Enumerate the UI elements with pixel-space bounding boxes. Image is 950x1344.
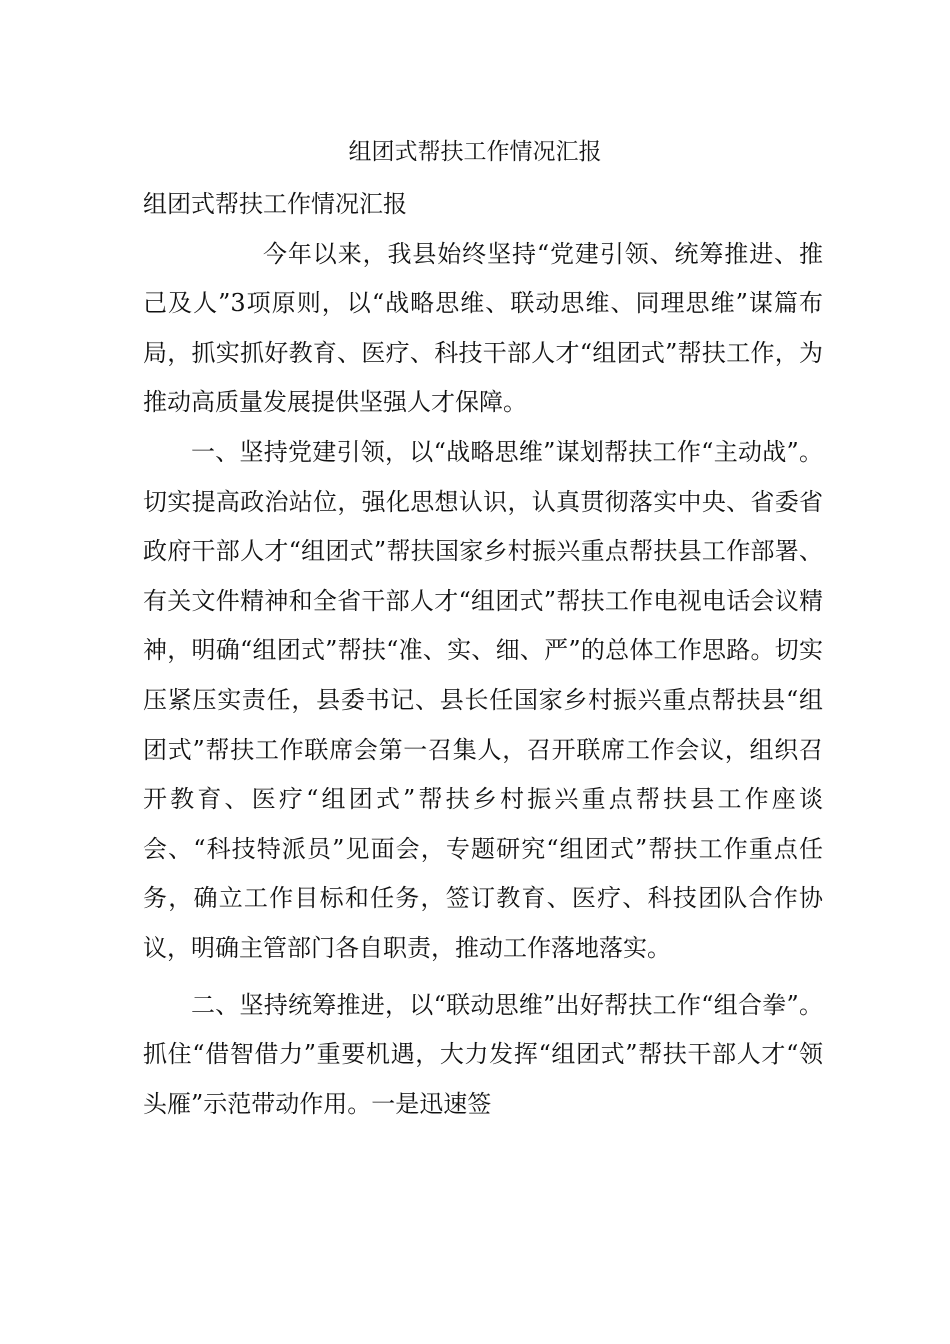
paragraph-section-two: 二、坚持统筹推进，以“联动思维”出好帮扶工作“组合拳”。抓住“借智借力”重要机遇，大力发挥“组团式”帮扶干部人才“领头雁”示范带动作用。一是迅速签 (143, 990, 823, 1118)
document-subtitle: 组团式帮扶工作情况汇报 (143, 190, 407, 218)
document-body (143, 180, 823, 1129)
document-title: 组团式帮扶工作情况汇报 (348, 139, 602, 165)
paragraph-intro: 今年以来，我县始终坚持“党建引领、统筹推进、推己及人”3项原则，以“战略思维、联动思维、同理思维”谋篇布局，抓实抓好教育、医疗、科技干部人才“组团式”帮扶工作，为推动高质量发展提供坚强人才保障。 (143, 239, 823, 417)
paragraph-section-one: 一、坚持党建引领，以“战略思维”谋划帮扶工作“主动战”。切实提高政治站位，强化思想认识，认真贯彻落实中央、省委省政府干部人才“组团式”帮扶国家乡村振兴重点帮扶县工作部署、有关文件精神和全省干部人才“组团式”帮扶工作电视电话会议精神，明确“组团式”帮扶“准、实、细、严”的总体工作思路。切实压紧压实责任，县委书记、县长任国家乡村振兴重点帮扶县“组团式”帮扶工作联席会第一召集人，召开联席工作会议，组织召开教育、医疗“组团式”帮扶乡村振兴重点帮扶县工作座谈会、“科技特派员”见面会，专题研究“组团式”帮扶工作重点任务，确立工作目标和任务，签订教育、医疗、科技团队合作协议，明确主管部门各自职责，推动工作落地落实。 (143, 437, 823, 962)
